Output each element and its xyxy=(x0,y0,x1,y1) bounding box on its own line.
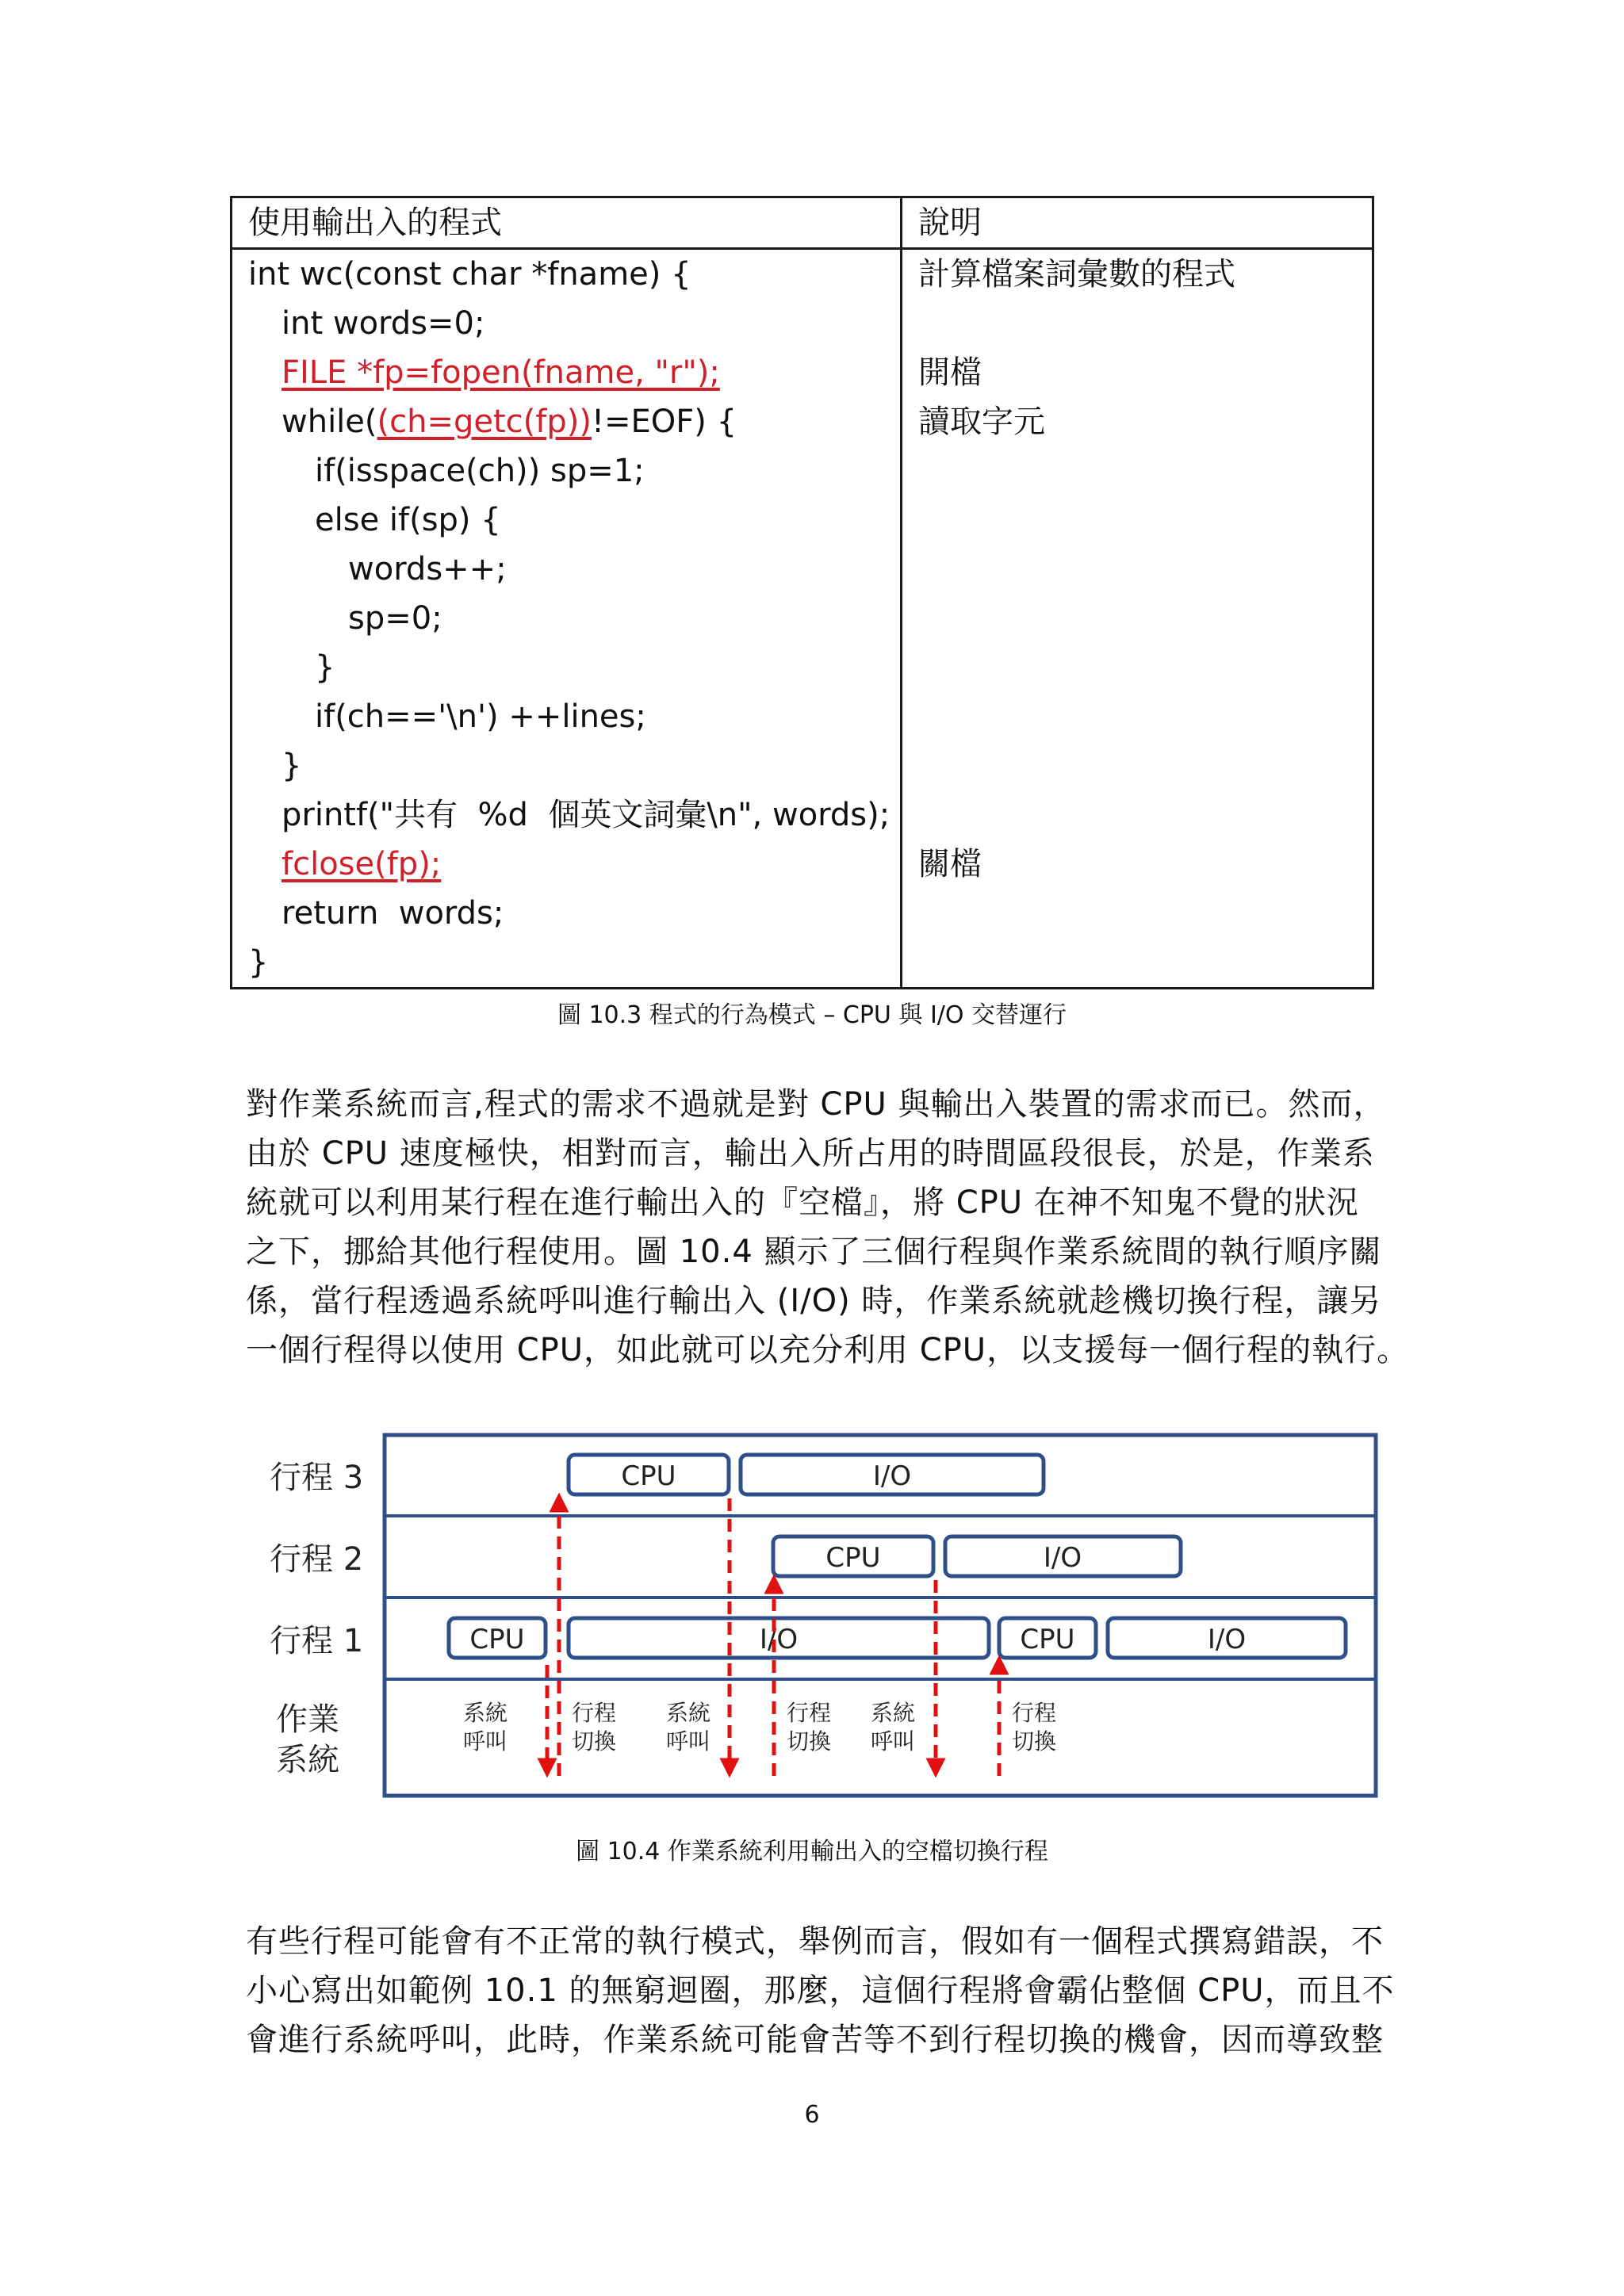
header-explain: 說明 xyxy=(902,197,1373,249)
syscall-label-line2: 呼叫 xyxy=(463,1728,508,1755)
row-label-os-line1: 作業 xyxy=(276,1701,339,1738)
table-header-row xyxy=(232,197,1373,249)
code-line xyxy=(248,397,884,446)
explain-cell xyxy=(902,249,1373,989)
explain-line xyxy=(918,692,1356,741)
row-label-os-line2: 系統 xyxy=(276,1742,339,1778)
explain-line xyxy=(918,545,1356,594)
paragraph-2 xyxy=(246,1917,1395,2064)
code-highlight: (ch=getc(fp)) xyxy=(377,404,592,440)
code-line: words++; xyxy=(348,551,507,587)
page-number: 6 xyxy=(804,2101,820,2129)
cpu-block-label: CPU xyxy=(1020,1624,1075,1655)
explain-line xyxy=(918,446,1356,496)
io-block-label: I/O xyxy=(1043,1542,1082,1574)
code-line: if(isspace(ch)) sp=1; xyxy=(315,453,645,489)
syscall-label-line1: 系統 xyxy=(871,1700,916,1726)
code-table xyxy=(230,196,1374,989)
code-line: } xyxy=(315,649,335,686)
figure-caption-10-3: 圖 10.3 程式的行為模式 – CPU 與 I/O 交替運行 xyxy=(557,1001,1067,1029)
paragraph-line: 會進行系統呼叫，此時，作業系統可能會苦等不到行程切換的機會，因而導致整 xyxy=(246,2022,1384,2058)
row-label-process3: 行程 3 xyxy=(270,1460,364,1496)
code-line: } xyxy=(282,748,302,784)
code-line: return words; xyxy=(282,895,504,932)
explain-line: 關檔 xyxy=(918,846,982,882)
code-highlight: FILE *fp=fopen(fname, "r"); xyxy=(282,354,720,391)
explain-line xyxy=(918,741,1356,790)
paragraph-line: 小心寫出如範例 10.1 的無窮迴圈，那麼，這個行程將會霸佔整個 CPU，而且不 xyxy=(246,1973,1395,2009)
paragraph-1 xyxy=(246,1080,1410,1375)
header-program: 使用輸出入的程式 xyxy=(232,197,902,249)
process-switch-diagram xyxy=(254,1427,1380,1816)
code-line: else if(sp) { xyxy=(315,502,501,538)
explain-line xyxy=(918,938,1356,987)
syscall-label-line2: 呼叫 xyxy=(666,1728,711,1755)
io-block-label: I/O xyxy=(872,1460,912,1492)
explain-line xyxy=(918,299,1356,348)
code-line: sp=0; xyxy=(348,600,442,637)
syscall-label-line1: 系統 xyxy=(463,1700,508,1726)
switch-label-line2: 切換 xyxy=(572,1728,617,1755)
switch-label-line1: 行程 xyxy=(787,1700,832,1726)
paragraph-line: 係，當行程透過系統呼叫進行輸出入 (I/O) 時，作業系統就趁機切換行程，讓另 xyxy=(246,1283,1382,1319)
code-line: if(ch=='\n') ++lines; xyxy=(315,698,646,735)
explain-line xyxy=(918,496,1356,545)
paragraph-line: 由於 CPU 速度極快，相對而言，輸出入所占用的時間區段很長，於是，作業系 xyxy=(246,1135,1375,1172)
explain-line: 計算檔案詞彙數的程式 xyxy=(918,256,1235,293)
switch-label-line2: 切換 xyxy=(1012,1728,1057,1755)
explain-line xyxy=(918,643,1356,692)
switch-label-line2: 切換 xyxy=(787,1728,832,1755)
cpu-block-label: CPU xyxy=(621,1460,676,1492)
io-block-label: I/O xyxy=(759,1624,799,1655)
syscall-label-line1: 系統 xyxy=(666,1700,711,1726)
paragraph-line: 之下，挪給其他行程使用。圖 10.4 顯示了三個行程與作業系統間的執行順序關 xyxy=(246,1234,1382,1270)
io-block-label: I/O xyxy=(1207,1624,1247,1655)
figure-caption-10-4: 圖 10.4 作業系統利用輸出入的空檔切換行程 xyxy=(576,1838,1048,1866)
cpu-block-label: CPU xyxy=(469,1624,525,1655)
code-line: } xyxy=(248,944,269,981)
explain-line xyxy=(918,889,1356,938)
paragraph-line: 有些行程可能會有不正常的執行模式，舉例而言，假如有一個程式撰寫錯誤，不 xyxy=(246,1923,1384,1960)
syscall-label-line2: 呼叫 xyxy=(871,1728,916,1755)
table-body-row xyxy=(232,249,1373,989)
code-highlight: fclose(fp); xyxy=(282,846,442,882)
code-line: int wc(const char *fname) { xyxy=(248,256,691,293)
switch-label-line1: 行程 xyxy=(1012,1700,1057,1726)
row-label-process2: 行程 2 xyxy=(270,1541,364,1578)
explain-line xyxy=(918,790,1356,840)
paragraph-line: 一個行程得以使用 CPU，如此就可以充分利用 CPU，以支援每一個行程的執行。 xyxy=(246,1332,1410,1368)
code-part: while( xyxy=(282,404,377,440)
explain-line: 讀取字元 xyxy=(918,404,1045,440)
cpu-block-label: CPU xyxy=(825,1542,881,1574)
code-part: !=EOF) { xyxy=(591,404,737,440)
code-line: printf("共有 %d 個英文詞彙\n", words); xyxy=(282,797,891,833)
paragraph-line: 對作業系統而言,程式的需求不過就是對 CPU 與輸出入裝置的需求而已。然而， xyxy=(246,1086,1386,1123)
code-line xyxy=(248,840,884,889)
explain-line xyxy=(918,594,1356,643)
paragraph-line: 統就可以利用某行程在進行輸出入的『空檔』，將 CPU 在神不知鬼不覺的狀況 xyxy=(246,1184,1359,1221)
code-line xyxy=(248,348,884,397)
switch-label-line1: 行程 xyxy=(572,1700,617,1726)
explain-line: 開檔 xyxy=(918,354,982,391)
code-cell xyxy=(232,249,902,989)
code-line: int words=0; xyxy=(282,305,485,342)
row-label-process1: 行程 1 xyxy=(270,1623,364,1659)
